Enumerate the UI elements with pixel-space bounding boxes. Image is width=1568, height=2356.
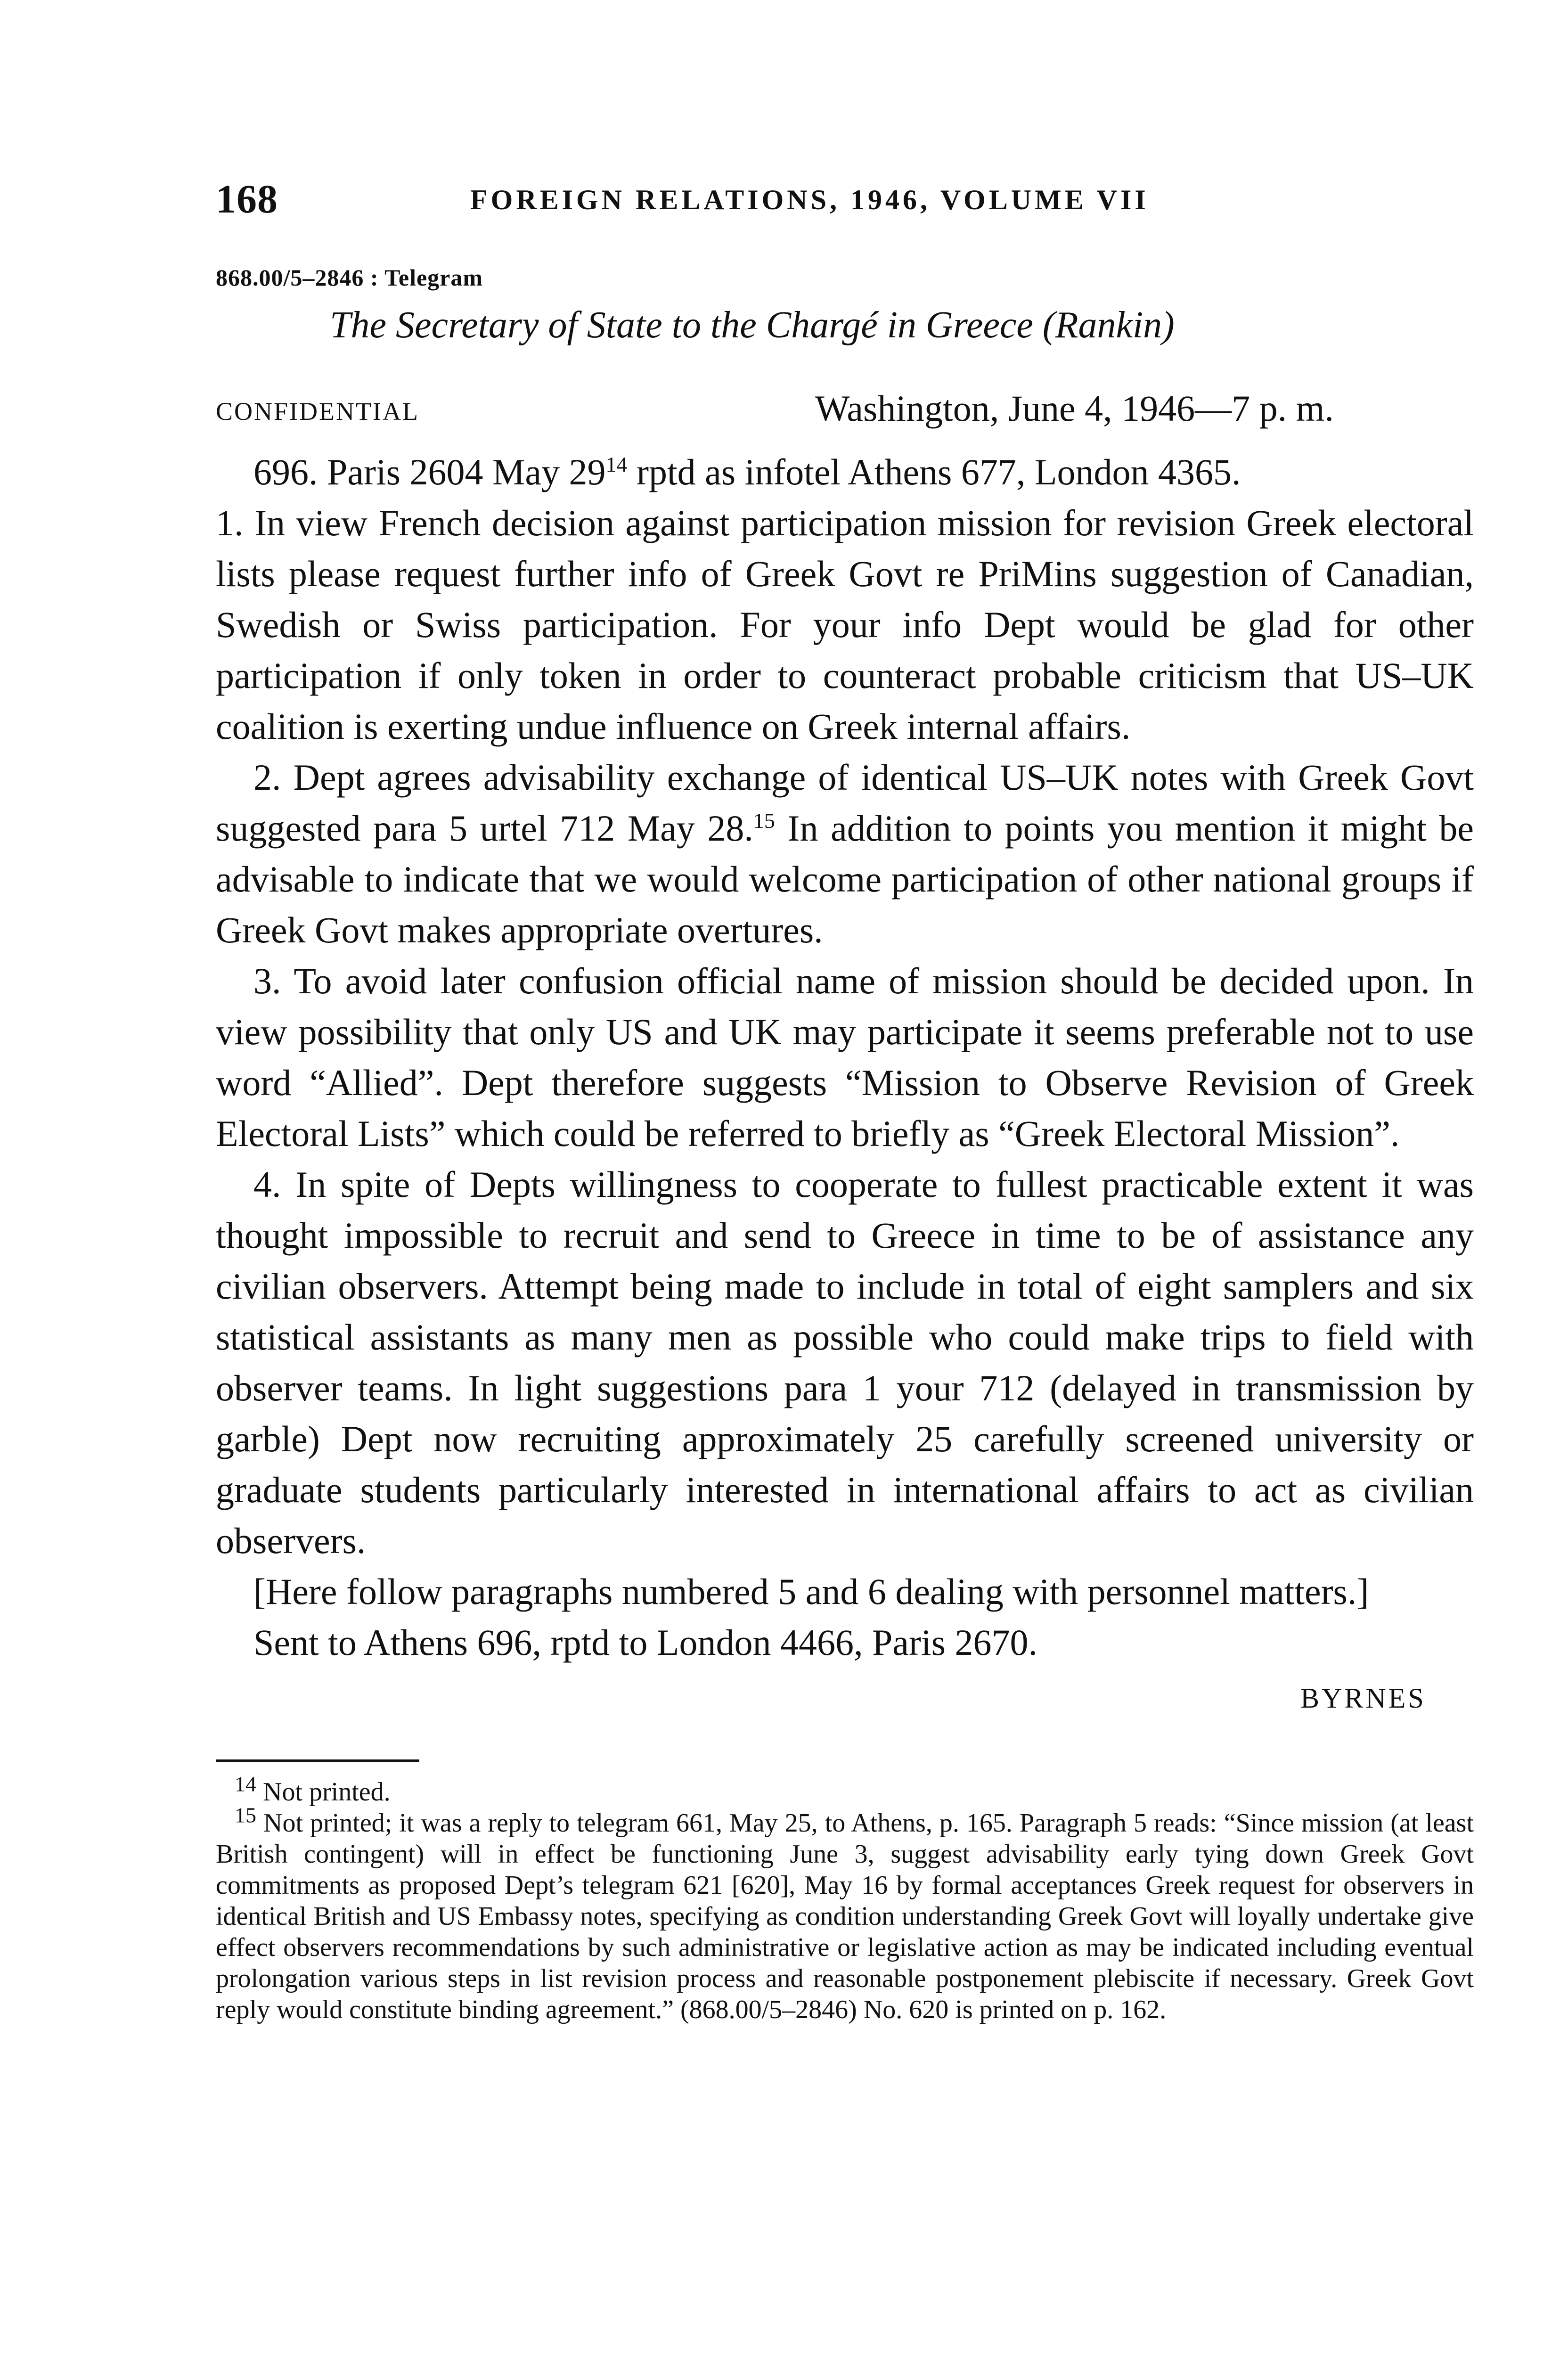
dateline: Washington, June 4, 1946—7 p. m. — [815, 388, 1334, 429]
telegram-body — [216, 447, 1474, 1668]
paragraph-text: [Here follow paragraphs numbered 5 and 6 dealing with personnel matters.] — [253, 1571, 1369, 1612]
paragraph-text-tail: In addition to points you mention it might be advisable to indicate that we would welcome participation of other national groups if Greek Govt makes appropriate overtures. — [216, 808, 1474, 950]
running-head — [216, 175, 1488, 227]
footnote-ref: 14 — [605, 452, 628, 476]
paragraph-reference — [216, 447, 1474, 498]
paragraph-4 — [216, 1159, 1474, 1566]
editorial-note — [216, 1566, 1474, 1617]
paragraph-text: 696. Paris 2604 May 29 — [253, 451, 606, 492]
paragraph-text: 1. In view French decision against participation mission for revision Greek electoral lists please request further info of Greek Govt re PriMins suggestion of Canadian, Swedish or Swiss participation. For your info Dept would be glad for other participation if only token in order to counteract probable criticism that US–UK coalition is exerting undue influence on Greek internal affairs. — [216, 502, 1474, 747]
running-title: FOREIGN RELATIONS, 1946, VOLUME VII — [470, 184, 1149, 215]
paragraph-text: 4. In spite of Depts willingness to cooperate to fullest practicable extent it was thought impossible to recruit and send to Greece in time to be of assistance any civilian observers. Attempt being made to include in total of eight samplers and six statistical assistants as many men as possible who could make trips to field with observer teams. In light suggestions para 1 your 712 (delayed in transmission by garble) Dept now recruiting approximately 25 carefully screened university or graduate students particularly interested in international affairs to act as civilian observers. — [216, 1164, 1474, 1561]
signature: BYRNES — [1300, 1683, 1426, 1714]
footnote-text: Not printed; it was a reply to telegram 661, May 25, to Athens, p. 165. Paragraph 5 reads: “Since mission (at least British contingent) will in effect be functioning June 3, suggest advisability early tying down Greek Govt commitments as proposed Dept’s telegram 621 [620], May 16 by formal acceptances Greek request for observers in identical British and US Embassy notes, specifying as condition understanding Greek Govt will loyally undertake give effect observers recommendations by such administrative or legislative action as may be indicated including eventual prolongation various steps in list revision process and reasonable postponement plebiscite if necessary. Greek Govt reply would constitute binding agreement.” (868.00/5–2846) No. 620 is printed on p. 162. — [216, 1808, 1474, 2024]
classification-label: CONFIDENTIAL — [216, 397, 419, 425]
footnote-14 — [216, 1772, 1474, 1808]
distribution-line — [216, 1617, 1474, 1668]
footnote-divider — [216, 1759, 419, 1762]
paragraph-2 — [216, 752, 1474, 956]
paragraph-3 — [216, 956, 1474, 1159]
paragraph-text-tail: rptd as infotel Athens 677, London 4365. — [627, 451, 1241, 492]
footnote-15 — [216, 1803, 1474, 2025]
footnote-mark: 15 — [235, 1803, 256, 1827]
footnote-ref: 15 — [753, 809, 775, 833]
paragraph-text: Sent to Athens 696, rptd to London 4466, Paris 2670. — [253, 1622, 1037, 1663]
footnote-mark: 14 — [235, 1772, 256, 1796]
paragraph-text: 3. To avoid later confusion official name of mission should be decided upon. In view possibility that only US and UK may participate it seems preferable not to use word “Allied”. Dept therefore suggests “Mission to Observe Revision of Greek Electoral Lists” which could be referred to briefly as “Greek Electoral Mission”. — [216, 960, 1474, 1154]
page-number: 168 — [216, 176, 278, 221]
paragraph-text: 2. Dept agrees advisability exchange of identical US–UK notes with Greek Govt suggested para 5 urtel 712 May 28. — [216, 757, 1474, 849]
file-id: 868.00/5–2846 : Telegram — [216, 264, 483, 291]
document-heading: The Secretary of State to the Chargé in Greece (Rankin) — [330, 304, 1175, 346]
footnotes — [216, 1772, 1474, 2025]
paragraph-1 — [216, 498, 1474, 752]
footnote-text: Not printed. — [263, 1777, 391, 1807]
